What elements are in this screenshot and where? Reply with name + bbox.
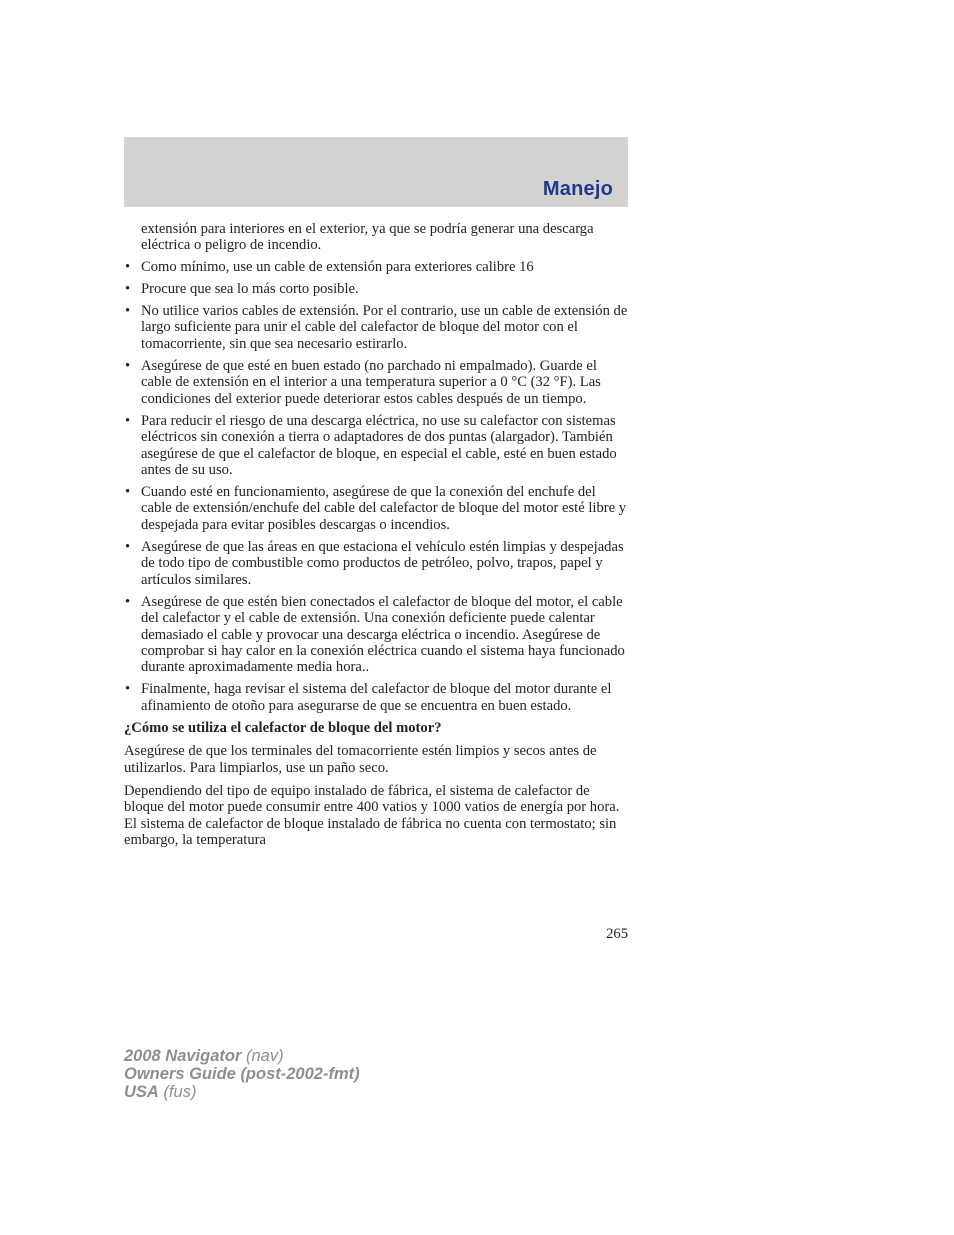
list-item-text: Cuando esté en funcionamiento, asegúrese de que la conexión del enchufe del cable de extensión/enchufe del cable del calefactor de bloque del motor esté libre y despejada para evitar posibles descargas o incendios. xyxy=(141,484,627,533)
paragraph: Dependiendo del tipo de equipo instalado de fábrica, el sistema de calefactor de bloque del motor puede consumir entre 400 vatios y 1000 vatios de energía por hora. El sistema de calefactor de bloque instalado de fábrica no cuenta con termostato; sin embargo, la temperatura xyxy=(124,782,620,848)
page-content xyxy=(124,221,628,855)
list-item xyxy=(124,681,628,714)
list-item xyxy=(124,358,628,407)
list-item-text: Asegúrese de que estén bien conectados el calefactor de bloque del motor, el cable del calefactor y el cable de extensión. Una conexión deficiente puede calentar demasiado el cable y provocar una descarga eléctrica o incendio. Asegúrese de comprobar si hay calor en la conexión eléctrica cuando el sistema haya funcionado durante aproximadamente media hora.. xyxy=(141,593,625,676)
list-item xyxy=(124,484,628,533)
footer-guide-name: Owners Guide (post-2002-fmt) xyxy=(124,1065,360,1083)
footer-line-guide xyxy=(124,1065,360,1083)
list-item xyxy=(124,259,628,275)
bullet-icon: • xyxy=(125,681,131,698)
bullet-icon: • xyxy=(125,258,131,275)
bullet-icon: • xyxy=(125,539,131,556)
continued-text: extensión para interiores en el exterior, ya que se podría generar una descarga eléctrica o peligro de incendio. xyxy=(141,221,594,254)
list-item-text: Procure que sea lo más corto posible. xyxy=(141,280,359,297)
list-item-text: Para reducir el riesgo de una descarga eléctrica, no use su calefactor con sistemas eléctricos sin conexión a tierra o adaptadores de dos puntas (alargador). También asegúrese de que el calefactor de bloque, en especial el cable, esté en buen estado antes de su uso. xyxy=(141,412,617,478)
footer-line-model xyxy=(124,1047,360,1065)
footer-line-region xyxy=(124,1083,360,1101)
list-item-text: Asegúrese de que esté en buen estado (no parchado ni empalmado). Guarde el cable de extensión en el interior a una temperatura superior a 0 °C (32 °F). Las condiciones del exterior puede deteriorar estos cables después de un tiempo. xyxy=(141,358,601,407)
bullet-icon: • xyxy=(125,593,131,610)
section-header-band xyxy=(124,137,628,207)
footer-region-name: USA xyxy=(124,1083,159,1101)
list-item xyxy=(124,413,628,478)
section-title: Manejo xyxy=(542,178,613,200)
paragraph: Asegúrese de que los terminales del tomacorriente estén limpios y secos antes de utilizarlos. Para limpiarlos, use un paño seco. xyxy=(124,743,597,776)
list-item-text: Finalmente, haga revisar el sistema del calefactor de bloque del motor durante el afinamiento de otoño para asegurarse de que se encuentra en buen estado. xyxy=(141,681,612,714)
list-item xyxy=(124,303,628,352)
bullet-list xyxy=(124,259,628,714)
document-footer xyxy=(124,1047,360,1101)
page-number: 265 xyxy=(606,926,628,942)
bullet-icon: • xyxy=(125,303,131,320)
footer-model-code: (nav) xyxy=(246,1047,284,1065)
list-item-text: Como mínimo, use un cable de extensión para exteriores calibre 16 xyxy=(141,258,534,275)
list-item-text: No utilice varios cables de extensión. Por el contrario, use un cable de extensión de largo suficiente para unir el cable del calefactor de bloque del motor con el tomacorriente, sin que sea necesario estirarlo. xyxy=(141,303,628,352)
bullet-icon: • xyxy=(125,358,131,375)
footer-region-code: (fus) xyxy=(163,1083,197,1101)
footer-model-name: 2008 Navigator xyxy=(124,1047,242,1065)
bullet-icon: • xyxy=(125,484,131,501)
subheading: ¿Cómo se utiliza el calefactor de bloque del motor? xyxy=(124,720,442,737)
list-item xyxy=(124,539,628,588)
bullet-icon: • xyxy=(125,412,131,429)
list-item-text: Asegúrese de que las áreas en que estaciona el vehículo estén limpias y despejadas de todo tipo de combustible como productos de petróleo, polvo, trapos, papel y artículos similares. xyxy=(141,539,624,588)
list-item xyxy=(124,594,628,675)
bullet-icon: • xyxy=(125,280,131,297)
list-item xyxy=(124,281,628,297)
